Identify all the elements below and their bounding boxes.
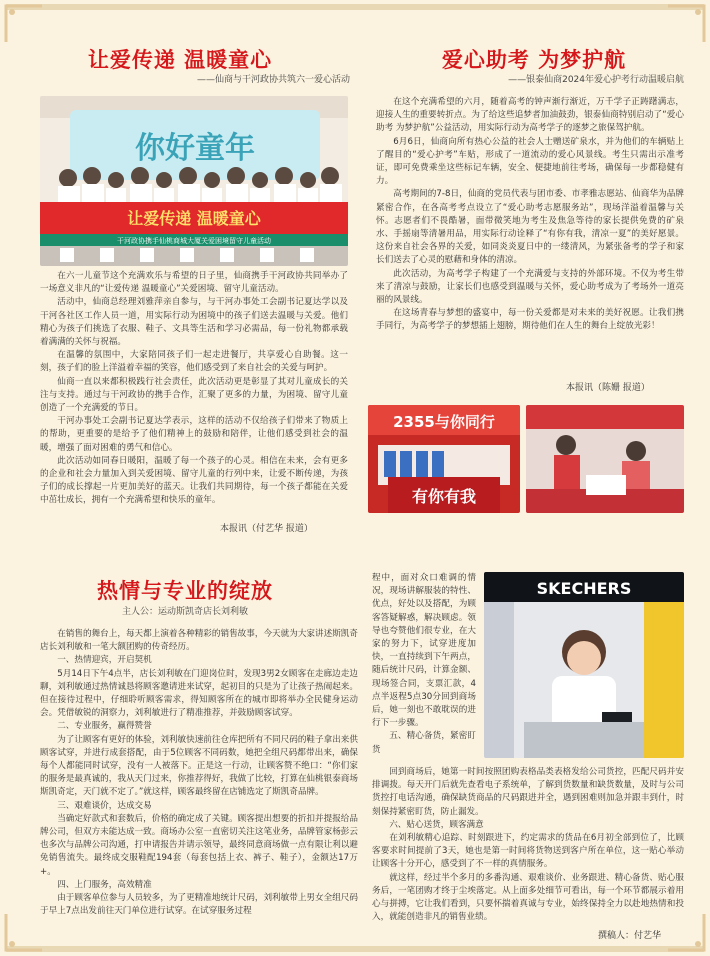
top-border [6,4,704,10]
photo-banner-text: 你好童年 [135,131,255,166]
paragraph: 干河办事处工会副书记夏达学表示，这样的活动不仅给孩子们带来了物质上的帮助，更重要的是给予了他们精神上的鼓励和陪伴，让他们感受到社会的温暖，增强了面对困难的勇气和信心。 [40,416,348,453]
article3-column2 [372,572,476,757]
paragraph: 活动中，仙商总经理刘雅萍亲自参与，与干河办事处工会副书记夏达学以及干河各社区工作人员一道，用实际行动为困境中的孩子们送去温暖与关爱。他们精心为孩子们挑选了衣服、鞋子、文具等生活和学习必需品，每一份礼物都承载着满满的关怀与祝福。 [40,297,348,348]
article2-title: 爱心助考 为梦护航 [441,47,627,72]
section-heading: 三、艰难谈价，达成交易 [57,800,152,811]
paragraph: 此次活动如同春日暖阳，温暖了每一个孩子的心灵。相信在未来，会有更多的企业和社会力量加入到关爱困境、留守儿童的行列中来，让爱不断传递，为孩子们的成长撑起一片更加美好的蓝天。让我们共同期待，每一个孩子都能在关爱中茁壮成长，拥有一个充满希望和快乐的童年。 [40,455,348,506]
photo-banner-text: 2355与你同行 [393,413,495,431]
paragraph: 由于顾客单位参与人员较多，为了更精准地统计尺码，刘利敏带上男女全组尺码于早上7点出发前往天门单位进行试穿。在试穿服务过程 [40,893,358,917]
paragraph: 当确定好款式和套数后，价格的确定成了关键。顾客提出想要的折扣并提报给品牌公司，但双方未能达成一致。商场办公室一直密切关注这笔业务，品牌管家杨彭云也多次与品牌公司沟通，打申请报告并请示领导，最终同意商场做一点有限让利以避免销售流失。最终成交服鞋配194套（每套包括上衣、裤子、鞋子），金额达17万+。 [40,813,358,877]
paragraph: 在销售的舞台上，每天都上演着各种精彩的销售故事，今天就为大家讲述斯凯奇店长刘利敏和一笔大额团购的传奇经历。 [40,629,358,653]
article1-title: 让爱传递 温暖童心 [87,47,273,72]
paragraph: 在这个充满希望的六月，随着高考的钟声渐行渐近，万千学子正踌躇满志，迎接人生的重要转折点。为了给这些追梦者加油鼓劲，银泰仙商特别启动了“爱心助考 为梦护航”公益活动，用实际行动为高考学子的逐梦之旅保驾护航。 [376,97,684,134]
paragraph: 高考期间的7-8日，仙商的党员代表与团市委、市孝雅志愿站、仙商华为品牌紧密合作，在各高考考点设立了“爱心助考志愿服务站”，现场洋溢着温馨与关怀。志愿者们不畏酷暑，面带微笑地为考生及焦急等待的家长提供免费的矿泉水、手摇扇等清暑用品，用实际行动诠释了“有你有我，清凉一夏”的美好愿景。这份来自社会各界的关爱，如同炎炎夏日中的一缕清风，为紧张备考的学子和家长们送去了心灵的慰藉和身体的清凉。 [376,189,684,266]
corner-ornament-icon [666,4,706,44]
section-heading: 一、热情迎宾，开启契机 [57,655,152,666]
article3-column-wide [372,766,684,924]
bottom-border [6,946,704,952]
corner-ornament-icon [4,4,44,44]
article2-photo-service-station [526,405,684,513]
brand-sign-text: SKECHERS [536,579,632,598]
paragraph: 此次活动，为高考学子构建了一个充满爱与支持的外部环境。不仅为考生带来了清凉与鼓励，让家长们也感受到温暖与关怀，爱心助考成为了考场外一道亮丽的风景线。 [376,268,684,306]
article3-store-manager-photo [484,572,684,758]
article1-subtitle: ——仙商与干河政协共筑六一爱心活动 [196,75,350,85]
article2-photo-volunteers [368,405,520,513]
article2-byline: 本报讯（陈姗 报道） [566,383,650,393]
section-heading: 六、贴心送货，顾客满意 [389,819,484,830]
section-heading: 四、上门服务，高效精准 [57,879,152,890]
article2-subtitle: ——银泰仙商2024年爱心护考行动温暖启航 [508,75,684,85]
paragraph: 6月6日，仙商向所有热心公益的社会人士赠送矿泉水，并为他们的车辆贴上了醒目的“爱心护考”车贴，形成了一道流动的爱心风景线。考生只需出示准考证，即可免费乘坐这些标记车辆，安全、便捷地前往考场，确保每一步都稳健有力。 [376,136,684,187]
article1-body [40,270,348,508]
paragraph: 为了让顾客有更好的体验，刘利敏快速前往仓库把所有不同尺码的鞋子拿出来供顾客试穿，并进行成套搭配，由于5位顾客不同码数，她把全组尺码都带出来，确保每个人都能同时试穿，没有一人被落下。正是这一行动，让顾客赞不绝口：“你们家的服务是最真诚的，我从天门过来，你推荐得好，我做了比较，打算在仙桃银泰商场斯凯奇定，天门就不定了。”就这样，顾客最终留在店铺选定了斯凯奇品牌。 [40,734,358,798]
section-heading: 五、精心备货，紧密盯货 [372,731,476,755]
paragraph: 在这场青春与梦想的盛宴中，每一份关爱都是对未来的美好祝愿。让我们携手同行，为高考学子的梦想插上翅膀，期待他们在人生的舞台上绽放光彩！ [376,308,684,332]
article1-group-photo [40,96,348,266]
photo-red-banner-text: 让爱传递 温暖童心 [127,209,261,228]
paragraph: 就这样，经过半个多月的多番沟通、艰难谈价、业务跟进、精心备货、贴心服务后，一笔团购才终于尘埃落定。从上面多处细节可看出，每一个环节都展示着用心与拼搏，它让我们看到，只要怀揣着真诚与专业，始终保持全力以赴地热情和投入，就能创造非凡的销售业绩。 [372,872,684,923]
paragraph: 在六一儿童节这个充满欢乐与希望的日子里，仙商携手干河政协共同举办了一场意义非凡的“让爱传递 温暖童心”关爱困境、留守儿童活动。 [40,271,348,295]
article3-subtitle: 主人公：运动斯凯奇店长刘利敏 [121,607,248,617]
article1-byline: 本报讯（付艺华 报道） [220,524,313,534]
paragraph: 在温馨的氛围中，大家陪同孩子们一起走进餐厅，共享爱心自助餐。这一刻，孩子们的脸上洋溢着幸福的笑容，他们感受到了来自社会的关爱与呵护。 [40,350,348,374]
paragraph: 程中，面对众口难调的情况，现场讲解服装的特性、优点，好处以及搭配，为顾客答疑解惑，解决顾虑。领导也夸赞他们很专业，在大家的努力下，试穿进度加快，一直持续到下午两点，随后统计尺码，计算金额、现场签合同，支票汇款，4点半返程5点30分回到商场后，她一刻也不敢耽误的进行下一步骤。 [372,573,476,729]
paragraph: 仙商一直以来都积极践行社会责任，此次活动更是彰显了其对儿童成长的关注与支持。通过与干河政协的携手合作，汇聚了更多的力量，为困境、留守儿童创造了一个充满爱的节日。 [40,376,348,414]
paragraph: 5月14日下午4点半，店长刘利敏在门迎岗位时，发现3男2女顾客在走廊边走边聊，刘利敏通过热情诚恳将顾客邀请进来试穿，起初目的只是为了让孩子热闹起来。但在接待过程中，仔细聆听顾客需求，得知顾客所在的城市即将举办全民健身运动会。凭借敏锐的洞察力，刘利敏进行了精准推荐，并鼓励顾客试穿。 [40,668,358,719]
paragraph: 在刘利敏精心追踪、时刻跟进下，约定需求的货品在6月初全部到位了，比顾客要求时间提前了3天，她也是第一时间将货物送到客户所在单位，这一贴心举动让顾客十分开心，感受到了不一样的真情服务。 [372,833,684,870]
paragraph: 回到商场后，她第一时间按照团购表格品类表格发给公司货控，匹配尺码并安排调拨。每天开门后就先查看电子系统单，了解到货数量和缺货数量，及时与公司货控打电话沟通，确保缺货商品的尺码跟进并全，遇到困难则加急并跟丰到什，时刻保持紧密盯货，防止漏发。 [372,767,684,817]
photo-sign-text: 有你有我 [411,487,477,506]
article3-title: 热情与专业的绽放 [97,578,273,603]
corner-ornament-icon [4,912,44,952]
section-heading: 二、专业服务，赢得赞誉 [57,721,152,732]
article3-byline: 撰稿人：付艺华 [598,931,662,941]
article3-column1 [40,628,358,918]
photo-strip-text: 干河政协携手仙桃商城大厦关爱困境留守儿童活动 [117,237,271,245]
article2-body [376,96,684,334]
